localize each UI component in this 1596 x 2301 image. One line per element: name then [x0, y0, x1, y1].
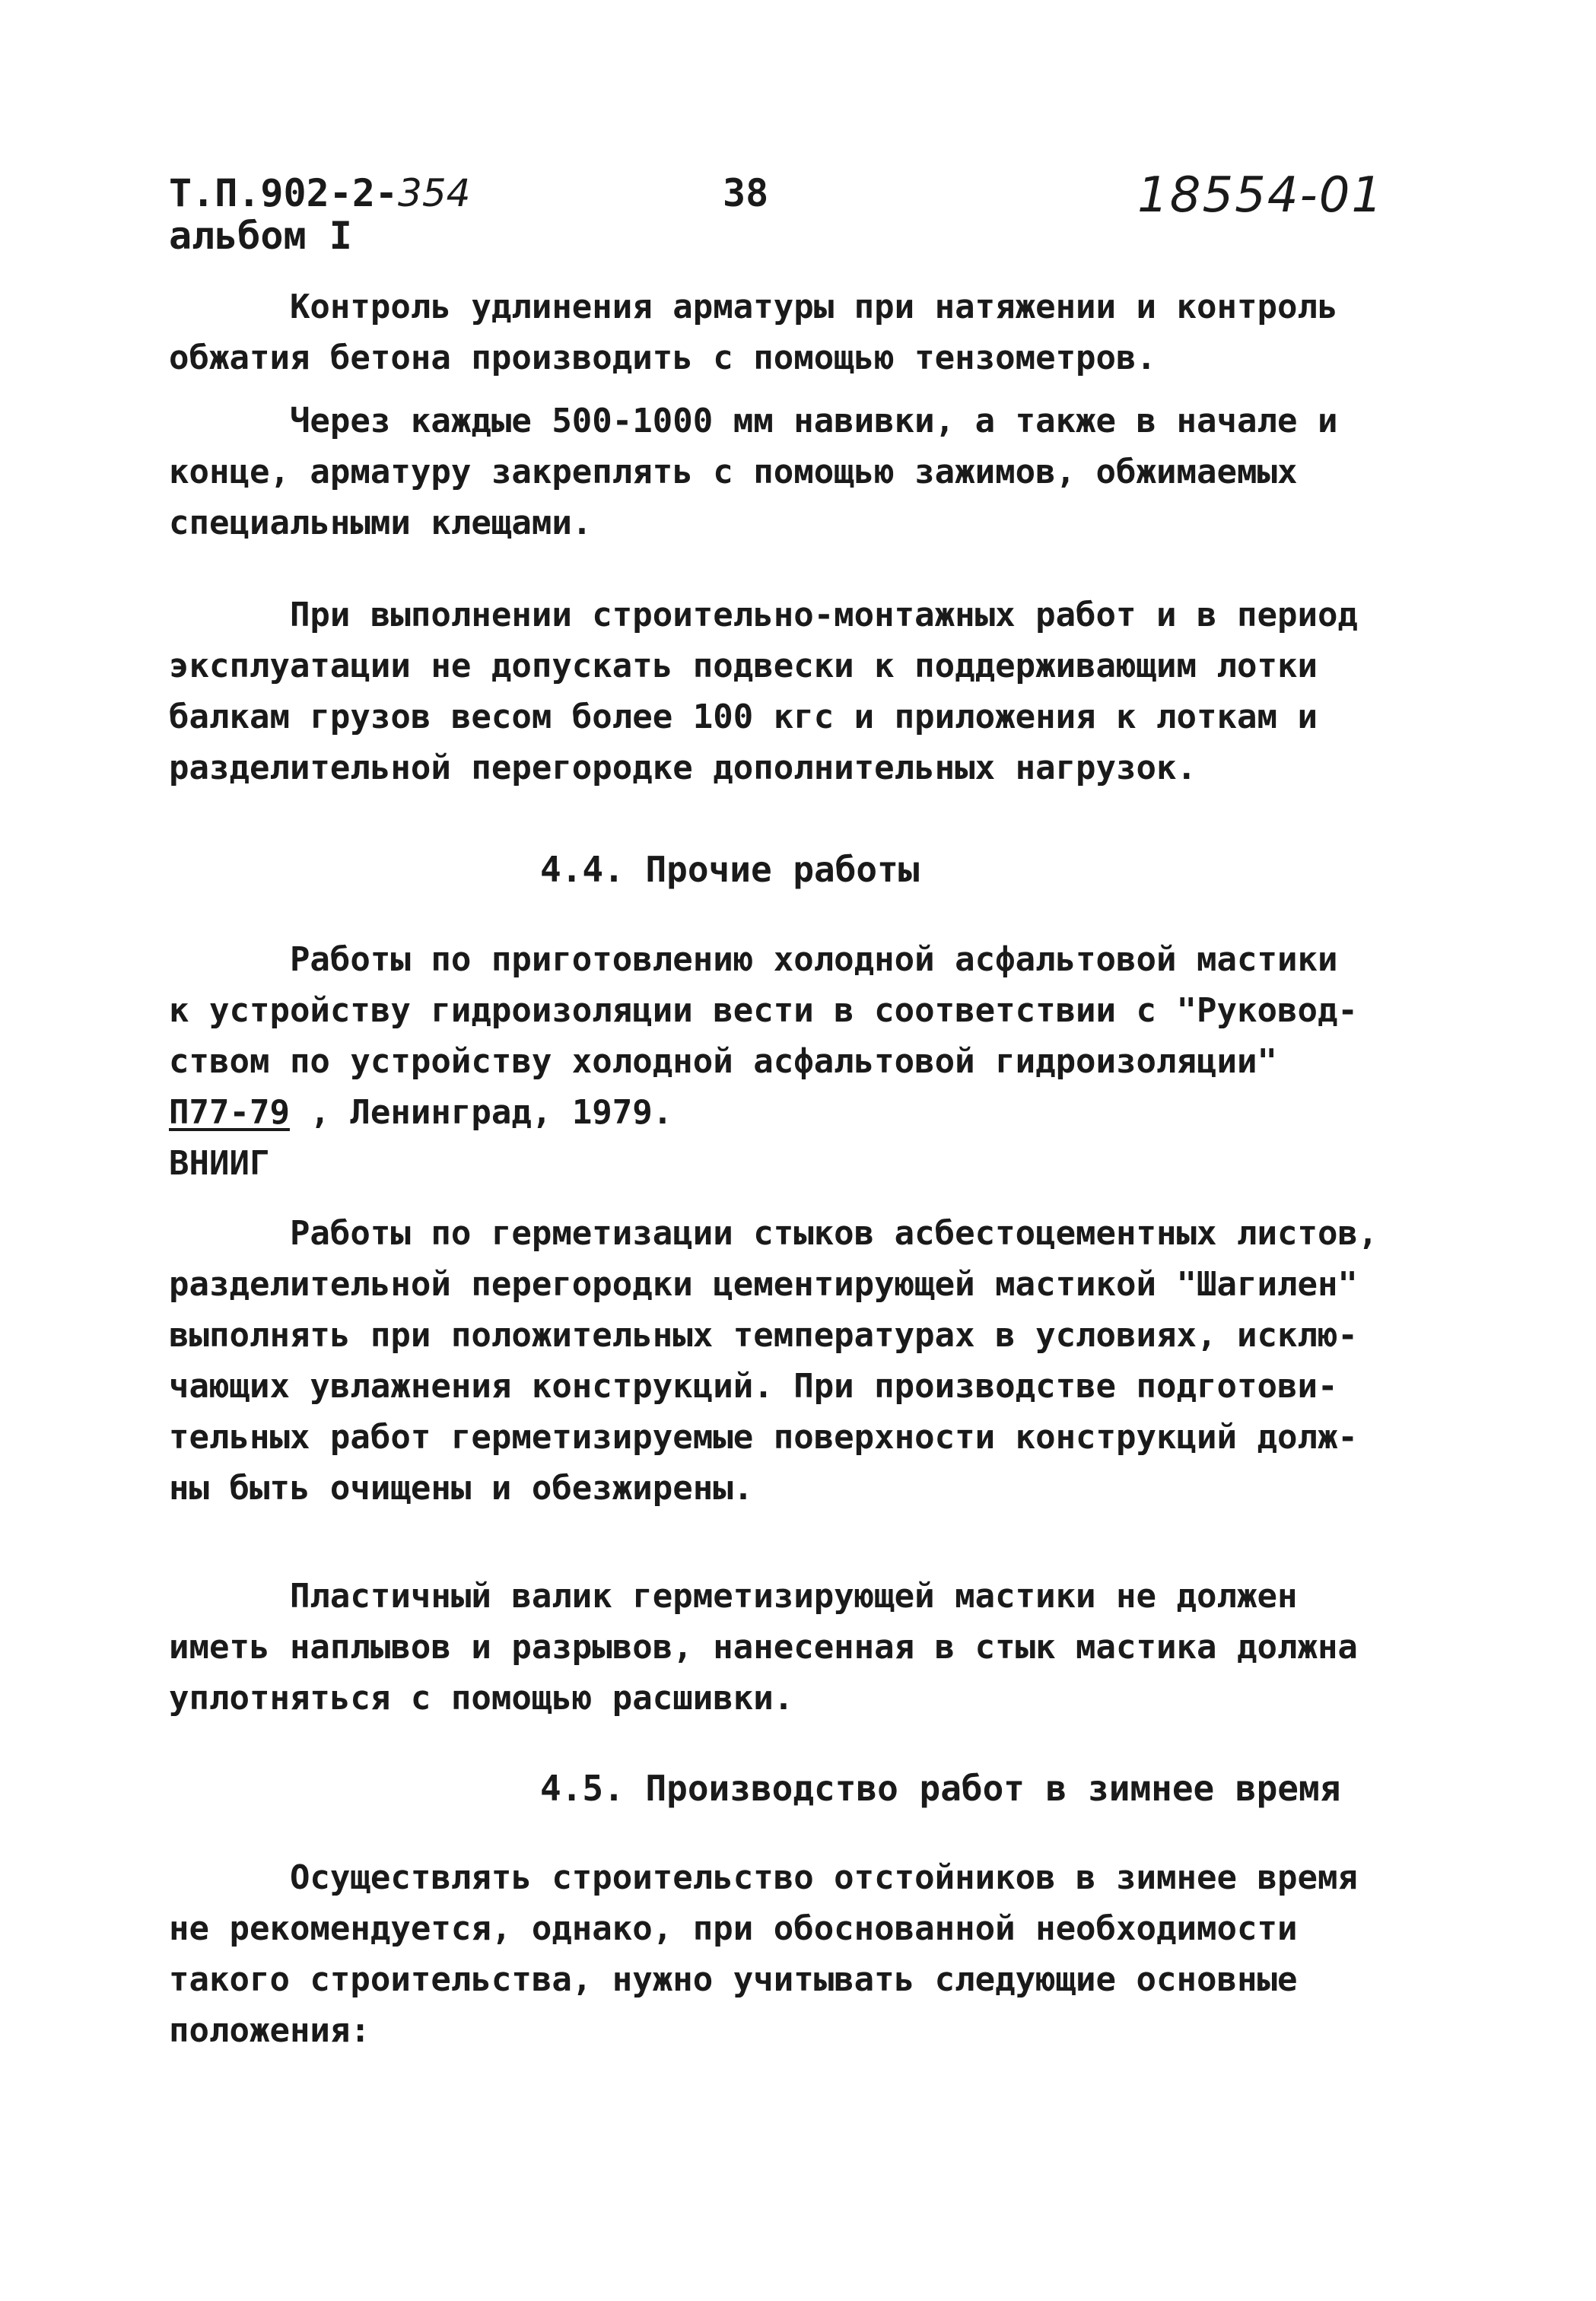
section-heading-4-4: 4.4. Прочие работы [540, 849, 920, 890]
handwritten-stamp: 18554-01 [1137, 167, 1385, 224]
page-number: 38 [723, 171, 769, 215]
text-line: Контроль удлинения арматуры при натяжении и контроль [169, 288, 1338, 326]
text-line: не рекомендуется, однако, при обоснованной необходимости [169, 1909, 1298, 1948]
paragraph-winter-construction [169, 1852, 1432, 2056]
text-line: такого строительства, нужно учитывать следующие основные [169, 1960, 1298, 1999]
text-line: разделительной перегородки цементирующей мастикой "Шагилен" [169, 1265, 1358, 1304]
reference-line [169, 1087, 1432, 1138]
reference-organization: ВНИИГ [169, 1144, 270, 1183]
text-line: уплотняться с помощью расшивки. [169, 1679, 794, 1718]
doc-code-line [169, 172, 470, 215]
text-line: ством по устройству холодной асфальтовой гидроизоляции" [169, 1042, 1277, 1081]
doc-code: Т.П.902-2- [169, 171, 399, 215]
text-line: тельных работ герметизируемые поверхности конструкций долж- [169, 1418, 1358, 1457]
reference-city-year: , Ленинград, 1979. [289, 1093, 673, 1132]
text-line: ны быть очищены и обезжирены. [169, 1469, 754, 1508]
text-line: Работы по приготовлению холодной асфальтовой мастики [169, 940, 1338, 979]
text-line: Пластичный валик герметизирующей мастики не должен [169, 1577, 1298, 1616]
paragraph-tension-control [169, 281, 1432, 383]
text-line: чающих увлажнения конструкций. При производстве подготови- [169, 1367, 1338, 1406]
section-heading-4-5: 4.5. Производство работ в зимнее время [540, 1768, 1341, 1809]
text-line: положения: [169, 2011, 370, 2050]
paragraph-loads-restriction [169, 590, 1432, 793]
text-line: конце, арматуру закреплять с помощью зажимов, обжимаемых [169, 453, 1298, 491]
text-line: Работы по герметизации стыков асбестоцементных листов, [169, 1214, 1378, 1253]
doc-code-handwritten: 354 [398, 171, 471, 215]
text-line: эксплуатации не допускать подвески к поддерживающим лотки [169, 647, 1318, 685]
text-line: обжатия бетона производить с помощью тензометров. [169, 338, 1157, 377]
text-line: При выполнении строительно-монтажных работ и в период [169, 596, 1358, 634]
paragraph-winding-fixing [169, 396, 1432, 548]
text-line: к устройству гидроизоляции вести в соответствии с "Руковод- [169, 991, 1358, 1030]
paragraph-asphalt-mastic [169, 934, 1432, 1189]
text-line: иметь наплывов и разрывов, нанесенная в стык мастика должна [169, 1628, 1358, 1667]
album-label: альбом I [169, 214, 352, 258]
text-line: выполнять при положительных температурах в условиях, исклю- [169, 1316, 1358, 1355]
doc-header-code [169, 172, 470, 257]
text-line: разделительной перегородке дополнительных нагрузок. [169, 748, 1197, 787]
text-line: Осуществлять строительство отстойников в зимнее время [169, 1858, 1358, 1897]
text-line: балкам грузов весом более 100 кгс и приложения к лоткам и [169, 698, 1318, 736]
paragraph-mastic-bead [169, 1571, 1432, 1724]
text-line: Через каждые 500-1000 мм навивки, а также в начале и [169, 402, 1338, 440]
reference-code: П77-79 [169, 1093, 290, 1132]
text-line: специальными клещами. [169, 504, 593, 542]
paragraph-joint-sealing [169, 1208, 1432, 1514]
